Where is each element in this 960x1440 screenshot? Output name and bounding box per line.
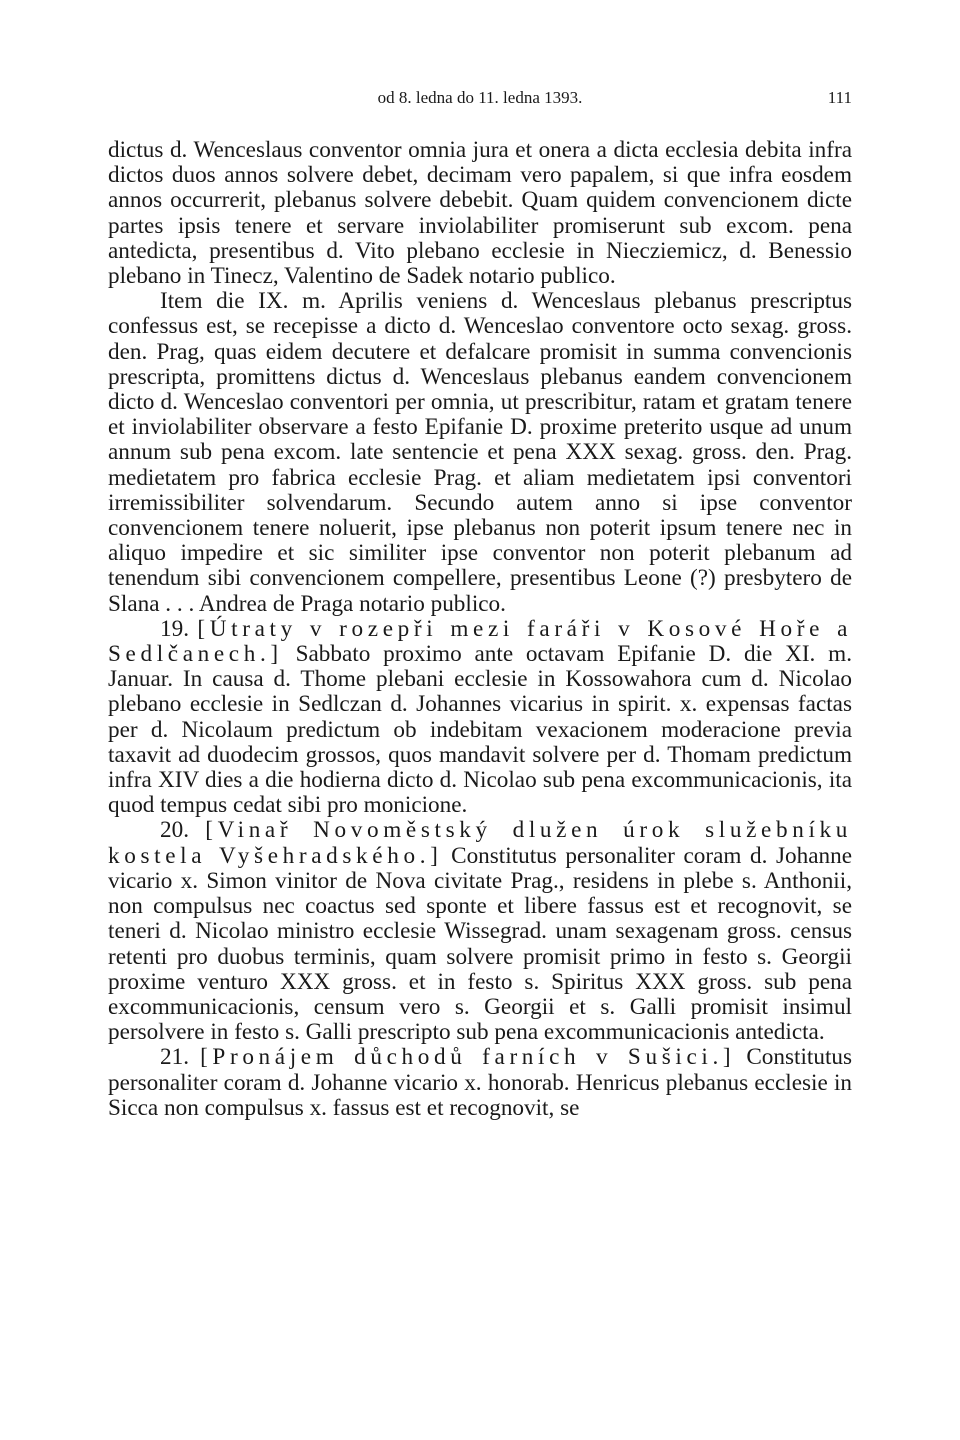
paragraph-item-april: Item die IX. m. Aprilis veniens d. Wenceslaus plebanus prescriptus confessus est, se recepisse a dicto d. Wenceslao conventore octo sexag. gross. den. Prag, quas eidem decutere et defalcare promisit in summa convencionis prescripta, promittens dictus d. Wenceslaus plebanus eandem convencionem dicto d. Wenceslao conventori per omnia, ut prescribitur, ratam et gratam tenere et inviolabiliter observare a festo Epifanie D. proxime preterito usque ad unum annum sub pena excom. late sentencie et pena XXX sexag. gross. den. Prag. medietatem pro fabrica ecclesie Prag. et aliam medietatem ipsi conventori irremissibiliter solvendarum. Secundo autem anno si ipse conventor convencionem tenere noluerit, ipse plebanus non poterit ipsum tenere nec in aliquo impedire et sic similiter ipse conventor non poterit plebanum ad tenendum sibi convencionem compellere, presentibus Leone (?) presbytero de Slana . . . Andrea de Praga notario publico. [108, 288, 852, 617]
document-body [108, 138, 852, 1121]
section-heading: [Pronájem důchodů farních v Sušici.] [200, 1044, 736, 1071]
page-number: 111 [827, 88, 852, 107]
section-21 [108, 1045, 852, 1121]
section-19 [108, 617, 852, 819]
section-heading: [Útraty v rozepři mezi faráři v Kosové Hoře a Sedlčanech.] [108, 615, 853, 668]
section-text: Sabbato proximo ante octavam Epifanie D. die XI. m. Januar. In causa d. Thome plebani ecclesie in Kossowahora cum d. Nicolao plebano ecclesie in Sedlczan d. Johannes vicarius in spirit. x. expensas factas per d. Nicolaum predictum ob indebitam vexacionem moderacione previa taxavit ad duodecim grossos, quos mandavit solvere per d. Thomam predictum infra XIV dies a die hodierna dicto d. Nicolao sub pena excommunicacionis, ita quod tempus cedat sibi pro monicione. [108, 641, 852, 819]
running-title: od 8. ledna do 11. ledna 1393. [377, 88, 583, 107]
section-number: 19. [160, 615, 189, 642]
section-text: Constitutus personaliter coram d. Johanne vicario x. Simon vinitor de Nova civitate Prag., residens in plebe s. Anthonii, non compulsus nec coactus sed sponte et libere fassus est et recognovit, se teneri d. Nicolao ministro ecclesie Wissegrad. unam sexagenam gross. census retenti pro duobus terminis, quam solvere promisit primo in festo s. Georgii proxime venturo XXX gross. et in festo s. Spiritus XXX gross. sub pena excommunicacionis, censum vero s. Georgii et s. Galli promisit insimul persolvere in festo s. Galli prescripto sub pena excommunicacionis antedicta. [108, 842, 852, 1046]
running-header [108, 88, 852, 118]
section-text: Constitutus personaliter coram d. Johanne vicario x. honorab. Henricus plebanus ecclesie in Sicca non compulsus x. fassus est et recognovit, se [108, 1044, 853, 1121]
paragraph-continuation: dictus d. Wenceslaus conventor omnia jura et onera a dicta ecclesia debita infra dictos duos annos solvere debet, decimam vero papalem, si que infra eosdem annos occurrerit, plebanus solvere debebit. Quam quidem convencionem dicte partes ipsis tenere et servare inviolabiliter promiserunt sub excom. pena antedicta, presentibus d. Vito plebano ecclesie in Niecziemicz, d. Benessio plebano in Tinecz, Valentino de Sadek notario publico. [108, 137, 852, 290]
document-page [108, 88, 852, 1121]
section-number: 21. [160, 1044, 189, 1071]
section-heading: [Vinař Novoměstský dlužen úrok služebníku kostela Vyšehradského.] [108, 817, 853, 869]
section-number: 20. [160, 817, 189, 844]
section-20 [108, 818, 852, 1045]
